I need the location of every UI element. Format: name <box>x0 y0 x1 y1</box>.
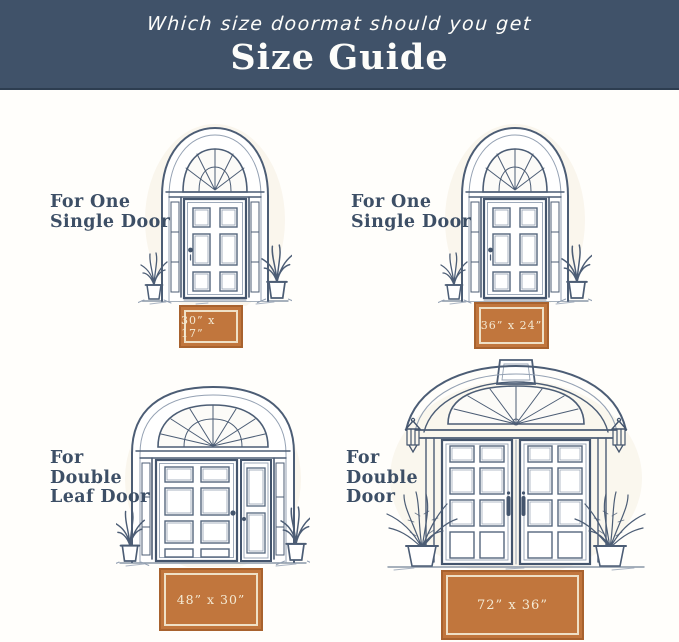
doormat-size-label: 48” x 30” <box>176 592 246 607</box>
label-line: For <box>50 448 84 468</box>
header-banner <box>0 0 679 90</box>
section-label-single-door-large <box>351 193 471 232</box>
label-line: For <box>346 448 380 468</box>
section-label-double-door <box>346 449 418 508</box>
doormat-size-label: 72” x 36” <box>477 597 548 613</box>
doormat-size-label: 30” x 17” <box>181 313 216 340</box>
label-line: Single Door <box>351 211 472 232</box>
label-line: For One <box>50 192 131 212</box>
label-line: Double <box>346 467 418 488</box>
header-script-title: Which size doormat should you get <box>146 12 533 35</box>
doormat-size-label: 36” x 24” <box>480 319 543 332</box>
page-title: Size Guide <box>230 36 449 78</box>
doormat-72x36 <box>441 570 584 640</box>
section-label-double-leaf-door <box>50 449 150 508</box>
doormat-30x17 <box>179 305 243 348</box>
label-line: Leaf Door <box>50 487 150 507</box>
section-label-single-door-small <box>50 193 170 232</box>
label-line: Double <box>50 467 122 488</box>
doormat-36x24 <box>474 302 549 349</box>
label-line: Door <box>346 487 396 507</box>
double-door-illustration <box>386 356 646 572</box>
label-line: Single Door <box>50 211 171 232</box>
doormat-48x30 <box>159 568 263 631</box>
label-line: For One <box>351 192 432 212</box>
